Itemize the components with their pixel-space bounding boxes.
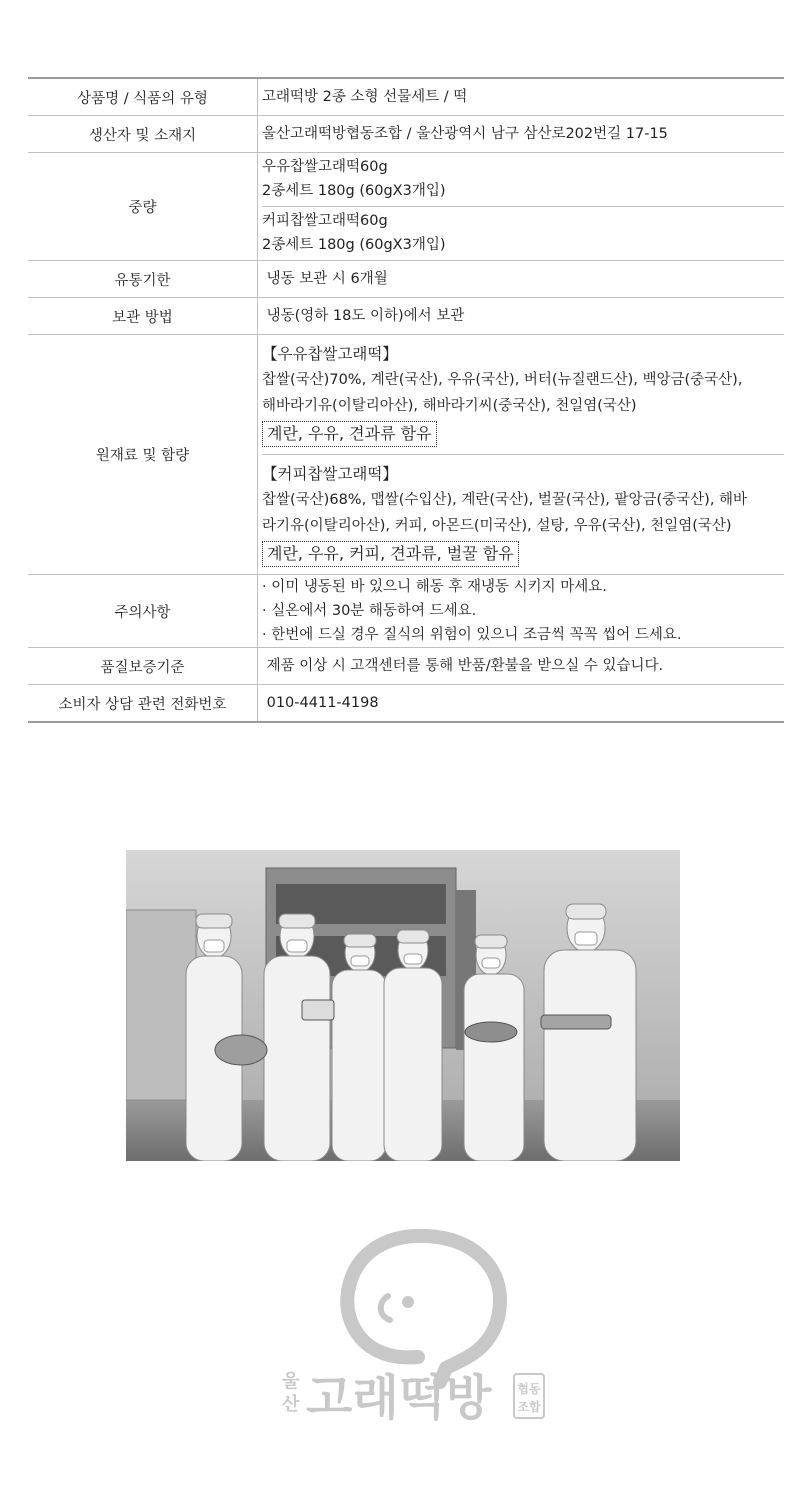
product-info-table bbox=[28, 77, 784, 723]
row-producer bbox=[28, 116, 784, 153]
ingredient-line: 찹쌀(국산)68%, 맵쌀(수입산), 계란(국산), 벌꿀(국산), 팥앙금(중국산), 해바 bbox=[262, 492, 748, 508]
ingredient-line: 라기유(이탈리아산), 커피, 아몬드(미국산), 설탕, 우유(국산), 천일염(국산) bbox=[262, 518, 732, 534]
weight-item-name: 우유찹쌀고래떡60g bbox=[262, 159, 388, 175]
ingredient-block bbox=[262, 335, 784, 454]
ingredient-line: 해바라기유(이탈리아산), 해바라기씨(중국산), 천일염(국산) bbox=[262, 398, 637, 414]
logo-coop-top: 협동 bbox=[517, 1382, 541, 1396]
value-phone: 010-4411-4198 bbox=[258, 685, 785, 723]
weight-item bbox=[262, 153, 784, 206]
label-caution: 주의사항 bbox=[28, 575, 258, 648]
label-weight: 중량 bbox=[28, 153, 258, 261]
row-quality bbox=[28, 648, 784, 685]
team-photo bbox=[126, 850, 680, 1161]
logo-coop-bottom: 조합 bbox=[517, 1400, 541, 1414]
label-phone: 소비자 상담 관련 전화번호 bbox=[28, 685, 258, 723]
caution-line: · 이미 냉동된 바 있으니 해동 후 재냉동 시키지 마세요. bbox=[262, 579, 607, 595]
label-ingredients: 원재료 및 함량 bbox=[28, 335, 258, 575]
logo-region-bottom: 산 bbox=[282, 1394, 300, 1415]
weight-item bbox=[262, 206, 784, 260]
value-product: 고래떡방 2종 소형 선물세트 / 떡 bbox=[258, 78, 785, 116]
allergen-notice: 계란, 우유, 견과류 함유 bbox=[262, 421, 437, 447]
ingredient-line: 찹쌀(국산)70%, 계란(국산), 우유(국산), 버터(뉴질랜드산), 백앙금(중국산), bbox=[262, 372, 743, 388]
value-storage: 냉동(영하 18도 이하)에서 보관 bbox=[258, 298, 785, 335]
ingredient-product-name: 【커피찹쌀고래떡】 bbox=[262, 465, 398, 483]
whale-rice-cake-logo bbox=[268, 1222, 558, 1432]
caution-line: · 한번에 드실 경우 질식의 위험이 있으니 조금씩 꼭꼭 씹어 드세요. bbox=[262, 627, 682, 643]
value-quality: 제품 이상 시 고객센터를 통해 반품/환불을 받으실 수 있습니다. bbox=[258, 648, 785, 685]
label-producer: 생산자 및 소재지 bbox=[28, 116, 258, 153]
caution-line: · 실온에서 30분 해동하여 드세요. bbox=[262, 603, 477, 619]
label-product: 상품명 / 식품의 유형 bbox=[28, 78, 258, 116]
label-expiry: 유통기한 bbox=[28, 261, 258, 298]
logo-brand-text: 고래떡방 bbox=[306, 1370, 492, 1426]
row-caution bbox=[28, 575, 784, 648]
ingredient-block bbox=[262, 454, 784, 574]
row-weight bbox=[28, 153, 784, 261]
row-phone bbox=[28, 685, 784, 723]
value-ingredients bbox=[258, 335, 785, 575]
value-expiry: 냉동 보관 시 6개월 bbox=[258, 261, 785, 298]
label-quality: 품질보증기준 bbox=[28, 648, 258, 685]
value-caution bbox=[258, 575, 785, 648]
label-storage: 보관 방법 bbox=[28, 298, 258, 335]
row-storage bbox=[28, 298, 784, 335]
weight-item-name: 커피찹쌀고래떡60g bbox=[262, 213, 388, 229]
row-ingredients bbox=[28, 335, 784, 575]
allergen-notice: 계란, 우유, 커피, 견과류, 벌꿀 함유 bbox=[262, 541, 519, 567]
value-producer: 울산고래떡방협동조합 / 울산광역시 남구 삼산로202번길 17-15 bbox=[258, 116, 785, 153]
value-weight bbox=[258, 153, 785, 261]
ingredient-product-name: 【우유찹쌀고래떡】 bbox=[262, 345, 398, 363]
row-product bbox=[28, 78, 784, 116]
row-expiry bbox=[28, 261, 784, 298]
weight-item-set: 2종세트 180g (60gX3개입) bbox=[262, 183, 446, 199]
weight-item-set: 2종세트 180g (60gX3개입) bbox=[262, 237, 446, 253]
logo-region-top: 울 bbox=[282, 1371, 300, 1392]
